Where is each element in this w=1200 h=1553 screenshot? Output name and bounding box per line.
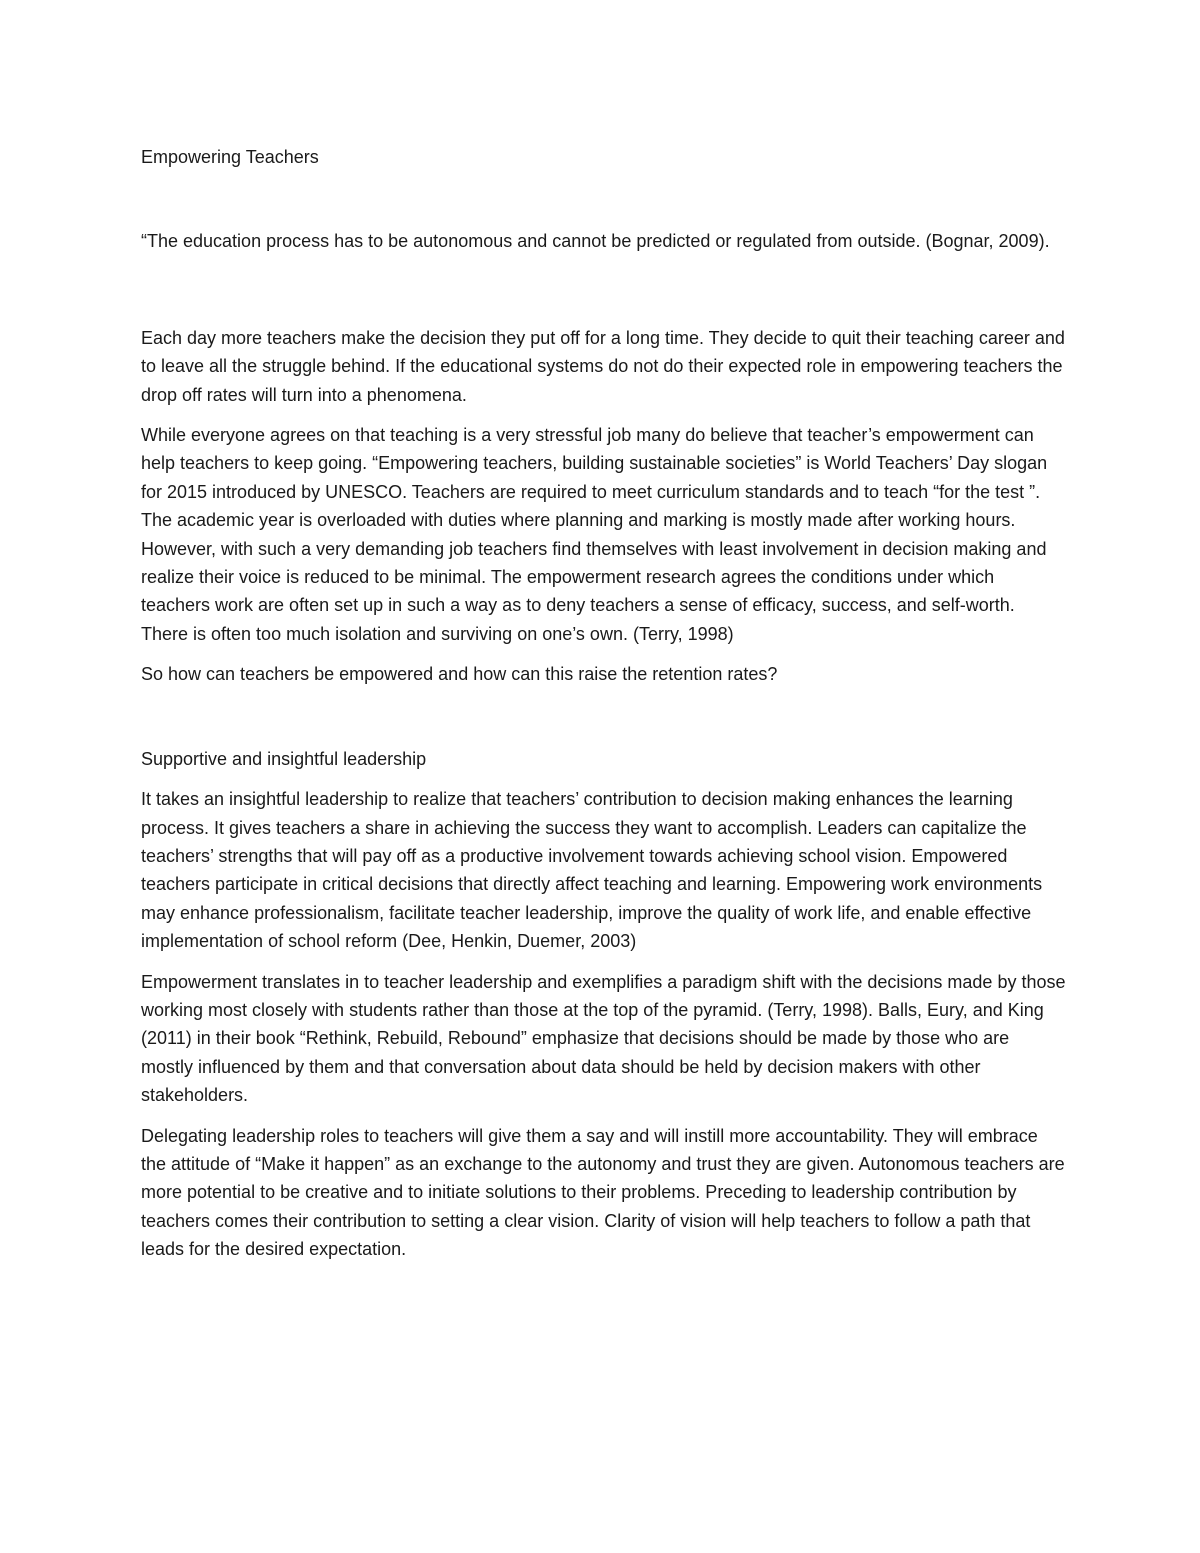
document-body [141,143,1066,1276]
section-heading: Supportive and insightful leadership [141,748,427,769]
paragraph-intro-2: While everyone agrees on that teaching is a very stressful job many do believe that teacher’s empowerment can help teachers to keep going. “Empowering teachers, building sustainable societies” is World Teachers’ Day slogan for 2015 introduced by UNESCO. Teachers are required to meet curriculum standards and to teach “for the test ”. The academic year is overloaded with duties where planning and marking is mostly made after working hours. However, with such a very demanding job teachers find themselves with least involvement in decision making and realize their voice is reduced to be minimal. The empowerment research agrees the conditions under which teachers work are often set up in such a way as to deny teachers a sense of efficacy, success, and self-worth. There is often too much isolation and surviving on one’s own. (Terry, 1998) [141,425,1048,644]
paragraph-intro-1: Each day more teachers make the decision they put off for a long time. They decide to quit their teaching career and to leave all the struggle behind. If the educational systems do not do their expected role in empowering teachers the drop off rates will turn into a phenomena. [141,327,1065,405]
paragraph-section-1: It takes an insightful leadership to realize that teachers’ contribution to decision making enhances the learning process. It gives teachers a share in achieving the success they want to accomplish. Leaders can capitalize the teachers’ strengths that will pay off as a productive involvement towards achieving school vision. Empowered teachers participate in critical decisions that directly affect teaching and learning. Empowering work environments may enhance professionalism, facilitate teacher leadership, improve the quality of work life, and enable effective implementation of school reform (Dee, Henkin, Duemer, 2003) [141,789,1043,952]
opening-quote: “The education process has to be autonomous and cannot be predicted or regulated from outside. (Bognar, 2009). [141,231,1050,252]
paragraph-intro-question: So how can teachers be empowered and how can this raise the retention rates? [141,664,778,685]
paragraph-section-3: Delegating leadership roles to teachers will give them a say and will instill more accountability. They will embrace the attitude of “Make it happen” as an exchange to the autonomy and trust they are given. Autonomous teachers are more potential to be creative and to initiate solutions to their problems. Preceding to leadership contribution by teachers comes their contribution to setting a clear vision. Clarity of vision will help teachers to follow a path that leads for the desired expectation. [141,1125,1065,1260]
document-title: Empowering Teachers [141,147,319,167]
paragraph-section-2: Empowerment translates in to teacher leadership and exemplifies a paradigm shift with the decisions made by those working most closely with students rather than those at the top of the pyramid. (Terry, 1998). Balls, Eury, and King (2011) in their book “Rethink, Rebuild, Rebound” emphasize that decisions should be made by those who are mostly influenced by them and that conversation about data should be held by decision makers with other stakeholders. [141,971,1066,1106]
